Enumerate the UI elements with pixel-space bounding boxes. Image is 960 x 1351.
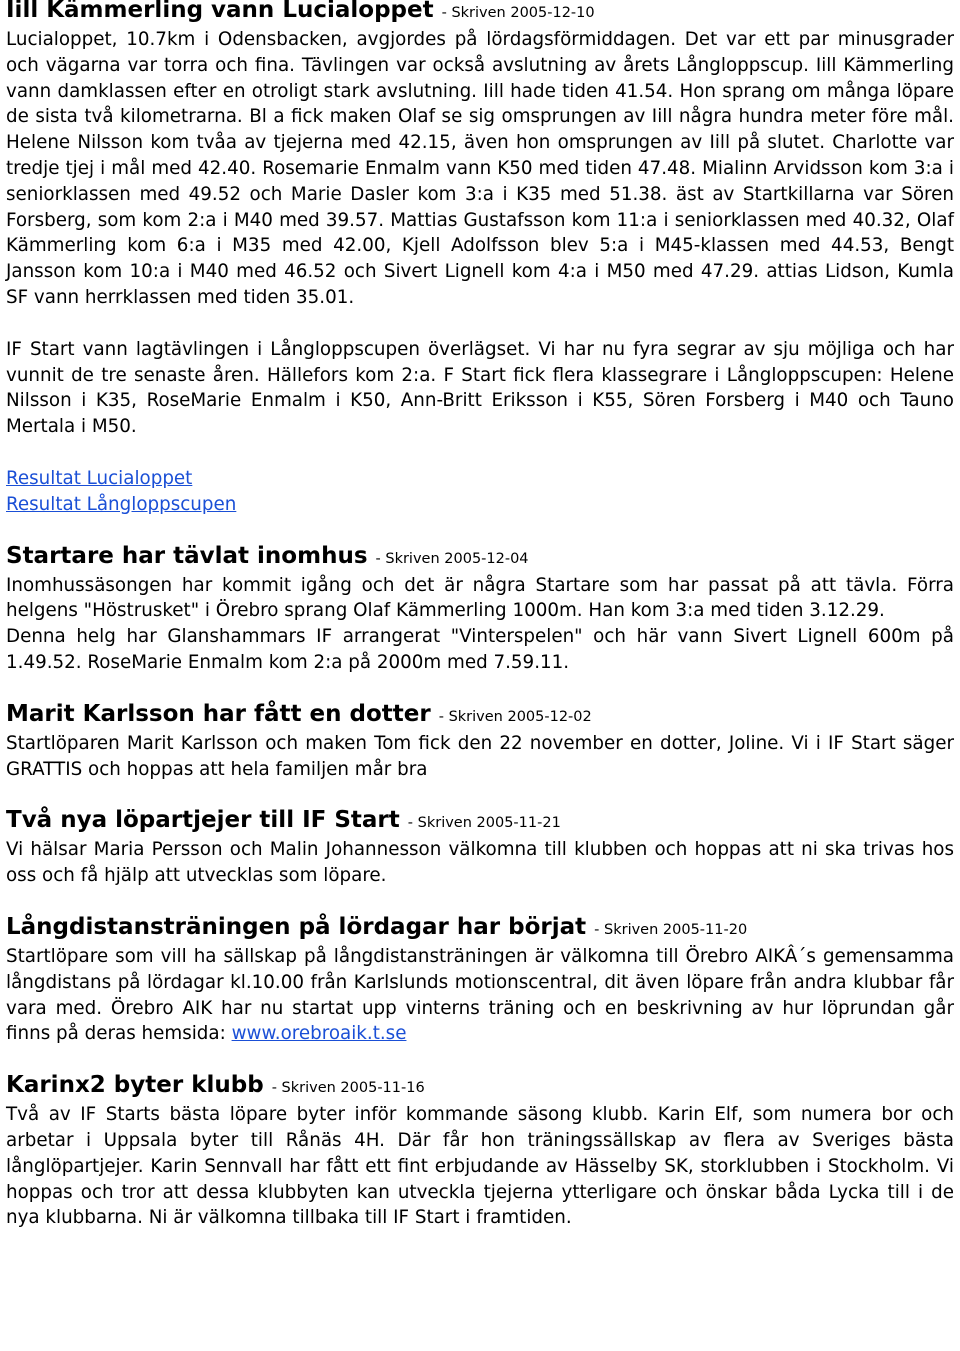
article-heading <box>6 542 954 573</box>
article-date: - Skriven 2005-12-02 <box>438 708 592 725</box>
orebroaik-website-link[interactable]: www.orebroaik.t.se <box>231 1023 407 1045</box>
article-paragraph: IF Start vann lagtävlingen i Långloppscupen överlägset. Vi har nu fyra segrar av sju möjliga och har vunnit de tre senaste åren. Hällefors kom 2:a. F Start fick flera klassegrare i Långloppscupen: Helene Nilsson i K35, RoseMarie Enmalm i K50, Ann-Britt Eriksson i K55, Sören Forsberg i M40 och Tauno Mertala i M50. <box>6 338 954 438</box>
news-article <box>6 1071 954 1231</box>
article-title: Startare har tävlat inomhus <box>6 542 368 569</box>
article-date: - Skriven 2005-12-10 <box>441 5 595 21</box>
article-date: - Skriven 2005-11-21 <box>407 815 561 832</box>
news-article <box>6 542 954 676</box>
news-article <box>6 700 954 783</box>
article-title: Långdistansträningen på lördagar har börjat <box>6 913 587 940</box>
news-article <box>6 913 954 1047</box>
article-paragraph: Lucialoppet, 10.7km i Odensbacken, avgjordes på lördagsförmiddagen. Det var ett par minusgrader och vägarna var torra och fina. Tävlingen var också avslutning av årets Långloppscup. Iill Kämmerling vann damklassen efter en otroligt stark avslutning. Iill hade tiden 41.54. Hon sprang om många löpare de sista två kilometrarna. Bl a fick maken Olaf se sig omsprungen av Iill några hundra meter före mål. Helene Nilsson kom tvåa av tjejerna med 42.15, även hon omsprungen av Iill på slutet. Charlotte var tredje tjej i mål med 42.40. Rosemarie Enmalm vann K50 med tiden 47.48. Mialinn Arvidsson kom 3:a i seniorklassen med 49.52 och Marie Dasler kom 3:a i K35 med 51.38. äst av Startkillarna var Sören Forsberg, som kom 2:a i M40 med 39.57. Mattias Gustafsson kom 11:a i seniorklassen med 40.32, Olaf Kämmerling kom 6:a i M35 med 42.00, Kjell Adolfsson blev 5:a i M45-klassen med 44.53, Bengt Jansson kom 10:a i M40 med 46.52 och Sivert Lignell kom 4:a i M50 med 47.29. attias Lidson, Kumla SF vann herrklassen med tiden 35.01. <box>6 29 954 308</box>
article-date: - Skriven 2005-12-04 <box>375 550 529 567</box>
results-links <box>6 466 954 518</box>
article-paragraph: Inomhussäsongen har kommit igång och det är några Startare som har passat på att tävla. Förra helgens "Höstrusket" i Örebro sprang Olaf Kämmerling 1000m. Han kom 3:a med tiden 3.12.29. <box>6 574 954 622</box>
article-paragraph: Startlöparen Marit Karlsson och maken Tom fick den 22 november en dotter, Joline. Vi i IF Start säger GRATTIS och hoppas att hela familjen mår bra <box>6 732 954 780</box>
article-paragraph <box>6 944 954 1047</box>
langloppscupen-results-link[interactable]: Resultat Långloppscupen <box>6 493 237 515</box>
article-title: Iill Kämmerling vann Lucialoppet <box>6 0 434 23</box>
news-article <box>6 0 954 518</box>
article-title: Två nya löpartjejer till IF Start <box>6 807 400 834</box>
news-article <box>6 806 954 889</box>
article-heading <box>6 913 954 944</box>
article-heading <box>6 806 954 837</box>
article-date: - Skriven 2005-11-20 <box>594 921 748 938</box>
article-heading <box>6 700 954 731</box>
article-date: - Skriven 2005-11-16 <box>271 1080 425 1097</box>
article-paragraph: Två av IF Starts bästa löpare byter inför kommande säsong klubb. Karin Elf, som numera bor och arbetar i Uppsala byter till Rånäs 4H. Där får hon träningssällskap av flera av Sveriges bästa långlöpartjejer. Karin Sennvall har fått ett fint erbjudande av Hässelby SK, storklubben i Stockholm. Vi hoppas och tror att dessa klubbyten kan utveckla tjejerna ytterligare och önskar båda Lycka till i de nya klubbarna. Ni är välkomna tillbaka till IF Start i framtiden. <box>6 1104 954 1229</box>
article-paragraph: Denna helg har Glanshammars IF arrangerat "Vinterspelen" och här vann Sivert Lignell 600m på 1.49.52. RoseMarie Enmalm kom 2:a på 2000m med 7.59.11. <box>6 626 954 673</box>
article-paragraph: Vi hälsar Maria Persson och Malin Johannesson välkomna till klubben och hoppas att ni ska trivas hos oss och få hjälp att utvecklas som löpare. <box>6 839 954 887</box>
lucialoppet-results-link[interactable]: Resultat Lucialoppet <box>6 467 193 489</box>
article-text: Startlöpare som vill ha sällskap på långdistansträningen är välkomna till Örebro AIKÂ´s gemensamma långdistans på lördagar kl.10.00 från Karlslunds motionscentral, dit även löpare från andra klubbar får vara med. Örebro AIK har nu startat upp vinterns träning och en beskrivning av hur löprundan går finns på deras hemsida: <box>6 945 954 1045</box>
article-title: Marit Karlsson har fått en dotter <box>6 700 431 727</box>
article-heading <box>6 1071 954 1102</box>
article-heading <box>6 0 954 27</box>
article-title: Karinx2 byter klubb <box>6 1072 264 1099</box>
